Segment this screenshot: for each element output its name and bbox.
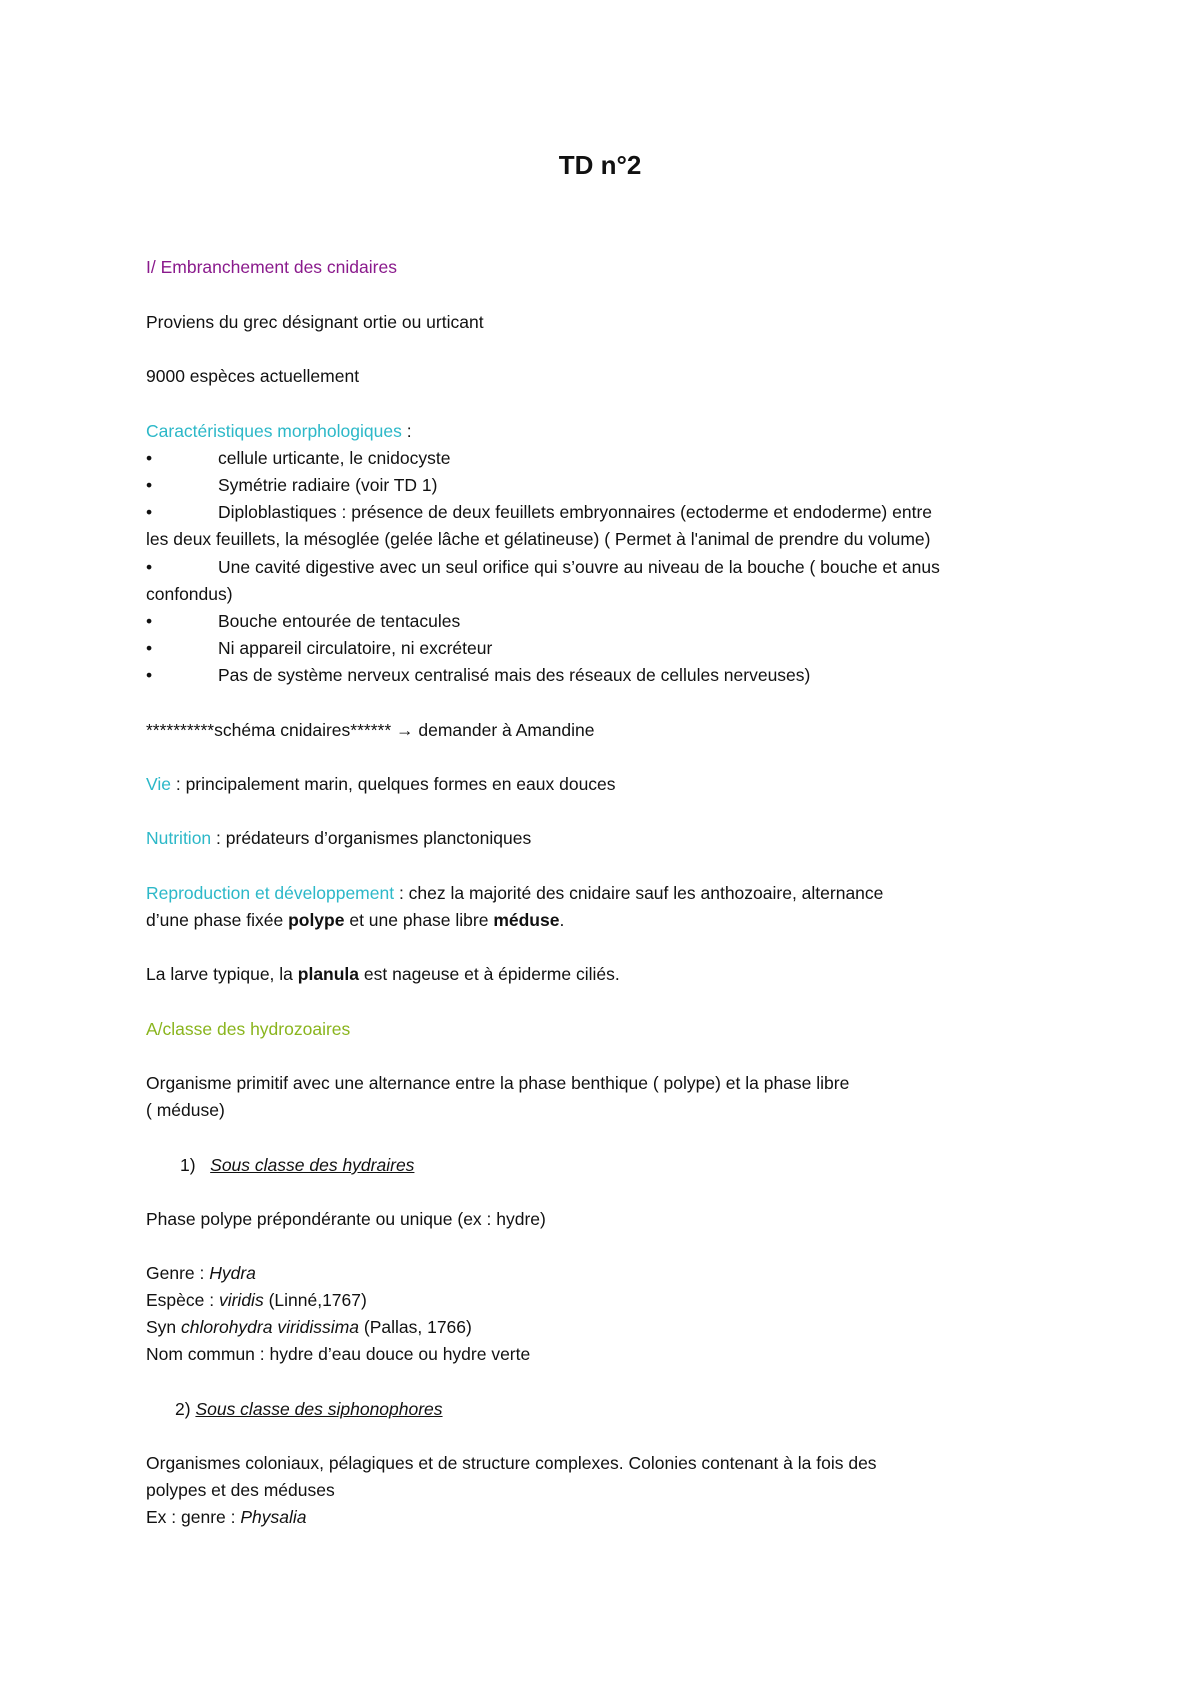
common-name-line: Nom commun : hydre d’eau douce ou hydre verte (146, 1344, 531, 1364)
schema-note: **********schéma cnidaires****** → demander à Amandine (146, 720, 595, 740)
morphology-colon: : (401, 421, 412, 441)
subclass-number: 2) (175, 1399, 196, 1419)
bullet-item: Pas de système nerveux centralisé mais des réseaux de cellules nerveuses) (218, 665, 811, 685)
example-line (146, 1504, 307, 1530)
bullet-item: cellule urticante, le cnidocyste (218, 448, 451, 468)
espece-value: viridis (218, 1290, 264, 1310)
vie-label: Vie (146, 774, 171, 794)
nutrition-text: : prédateurs d’organismes planctoniques (211, 828, 532, 848)
reproduction-text: : chez la majorité des cnidaire sauf les anthozoaire, alternance (394, 883, 884, 903)
subclass-title: Sous classe des hydraires (210, 1155, 415, 1175)
bullet-marker: • (146, 475, 153, 495)
espece-line (146, 1287, 367, 1313)
bullet-item: Une cavité digestive avec un seul orifice qui s’ouvre au niveau de la bouche ( bouche et anus (218, 557, 940, 577)
example-label: Ex : genre : (146, 1507, 241, 1527)
organism-paragraph: Organisme primitif avec une alternance entre la phase benthique ( polype) et la phase libre (146, 1073, 850, 1093)
bullet-marker: • (146, 665, 153, 685)
morphology-heading (146, 418, 412, 444)
reproduction-polype: polype (288, 910, 345, 930)
bullet-marker: • (146, 557, 153, 577)
reproduction-text-b: et une phase libre (344, 910, 494, 930)
bullet-item: Ni appareil circulatoire, ni excréteur (218, 638, 493, 658)
page-title: TD n°2 (558, 150, 642, 180)
example-value: Physalia (240, 1507, 307, 1527)
bullet-item: Bouche entourée de tentacules (218, 611, 461, 631)
genre-value: Hydra (209, 1263, 256, 1283)
syn-value: chlorohydra viridissima (181, 1317, 360, 1337)
polype-paragraph: Phase polype prépondérante ou unique (ex : hydre) (146, 1209, 546, 1229)
reproduction-dot: . (559, 910, 565, 930)
bullet-marker: • (146, 502, 153, 522)
bullet-item-continuation: les deux feuillets, la mésoglée (gelée lâche et gélatineuse) ( Permet à l'animal de prendre du volume) (146, 529, 931, 549)
siphonophore-paragraph: Organismes coloniaux, pélagiques et de structure complexes. Colonies contenant à la fois des (146, 1453, 877, 1473)
reproduction-meduse: méduse (493, 910, 560, 930)
bullet-marker: • (146, 611, 153, 631)
nutrition-label: Nutrition (146, 828, 212, 848)
genre-label: Genre : (146, 1263, 210, 1283)
espece-label: Espèce : (146, 1290, 219, 1310)
reproduction-text-a: d’une phase fixée (146, 910, 289, 930)
section-heading-cnidaires: I/ Embranchement des cnidaires (146, 257, 397, 277)
bullet-marker: • (146, 448, 153, 468)
reproduction-label: Reproduction et développement (146, 883, 395, 903)
genre-line (146, 1260, 256, 1286)
subclass-heading-siphonophores (175, 1396, 443, 1422)
reproduction-paragraph (146, 880, 883, 906)
nutrition-paragraph (146, 825, 531, 851)
syn-label: Syn (146, 1317, 182, 1337)
larva-paragraph (146, 961, 620, 987)
larva-text-a: La larve typique, la (146, 964, 298, 984)
vie-text: : principalement marin, quelques formes en eaux douces (170, 774, 616, 794)
paragraph-species-count: 9000 espèces actuellement (146, 366, 360, 386)
class-heading-hydrozoaires: A/classe des hydrozoaires (146, 1019, 351, 1039)
bullet-item: Diploblastiques : présence de deux feuillets embryonnaires (ectoderme et endoderme) entre (218, 502, 933, 522)
vie-paragraph (146, 771, 616, 797)
bullet-item: Symétrie radiaire (voir TD 1) (218, 475, 438, 495)
subclass-heading-hydraires (180, 1152, 414, 1178)
bullet-item-continuation: confondus) (146, 584, 233, 604)
reproduction-paragraph-line2 (146, 907, 564, 933)
espece-author: (Linné,1767) (263, 1290, 367, 1310)
subclass-title: Sous classe des siphonophores (195, 1399, 443, 1419)
organism-paragraph-line2: ( méduse) (146, 1100, 225, 1120)
larva-text-b: est nageuse et à épiderme ciliés. (359, 964, 620, 984)
morphology-label: Caractéristiques morphologiques (146, 421, 402, 441)
siphonophore-paragraph-line2: polypes et des méduses (146, 1480, 335, 1500)
larva-planula: planula (297, 964, 360, 984)
syn-author: (Pallas, 1766) (359, 1317, 472, 1337)
paragraph-origin: Proviens du grec désignant ortie ou urticant (146, 312, 484, 332)
syn-line (146, 1314, 472, 1340)
bullet-marker: • (146, 638, 153, 658)
subclass-number: 1) (180, 1155, 196, 1175)
